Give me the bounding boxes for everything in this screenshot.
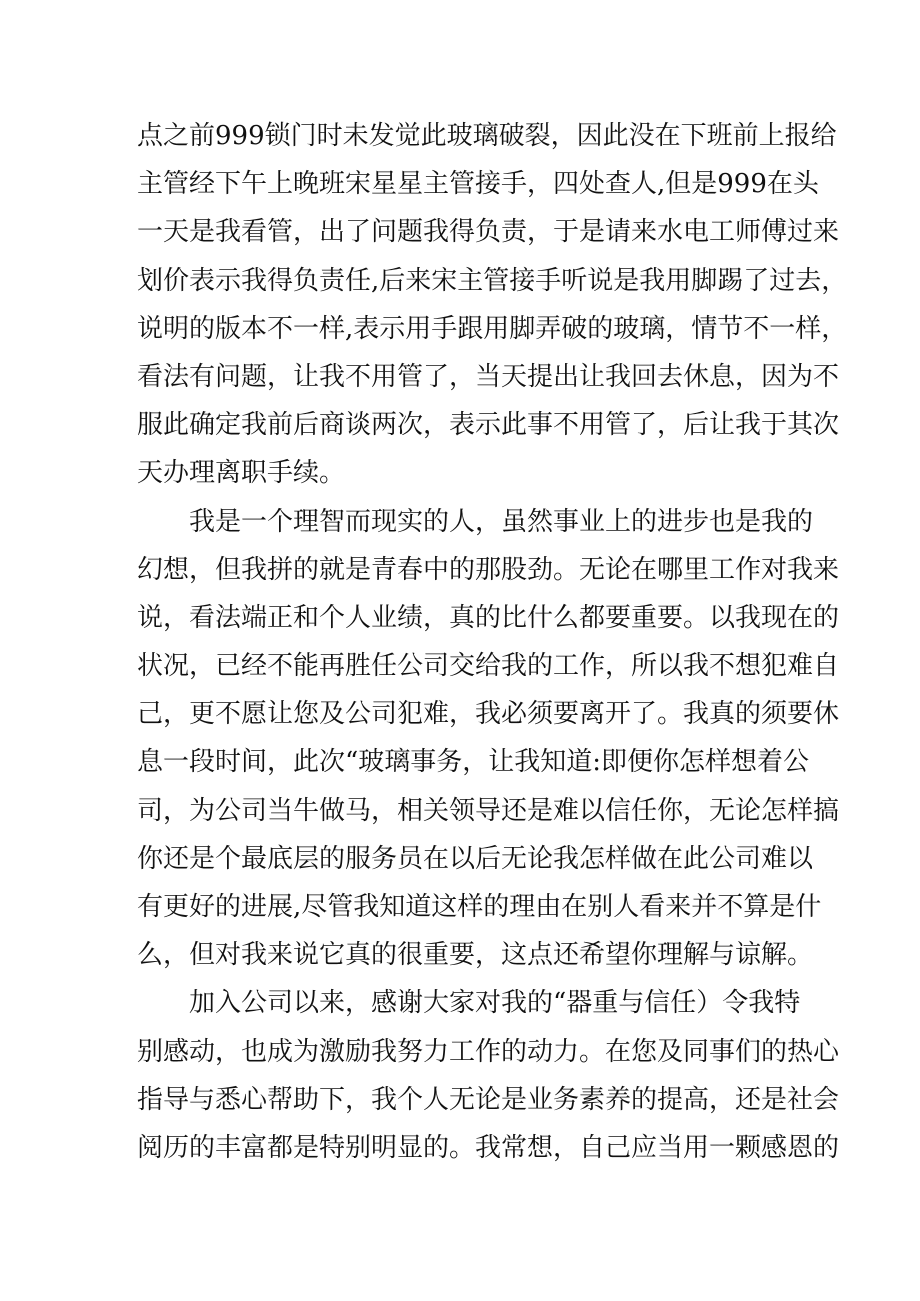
paragraph-line: 我是一个理智而现实的人，虽然事业上的进步也是我的 [189, 506, 814, 537]
paragraph-line: 说，看法端正和个人业绩，真的比什么都要重要。以我现在的 [137, 602, 840, 633]
paragraph-line: 有更好的进展,尽管我知道这样的理由在别人看来并不算是什 [137, 892, 822, 922]
paragraph-1 [137, 112, 848, 498]
paragraph-line: 主管经下午上晚班宋星星主管接手，四处查人,但是999在头 [137, 169, 819, 200]
paragraph-line: 阅历的丰富都是特别明显的。我常想，自己应当用一颗感恩的 [137, 1132, 840, 1163]
paragraph-line: 幻想，但我拼的就是青春中的那股劲。无论在哪里工作对我来 [137, 554, 840, 585]
paragraph-line: 别感动，也成为激励我努力工作的动力。在您及同事们的热心 [137, 1036, 840, 1067]
document-body [137, 112, 848, 1172]
paragraph-line: 加入公司以来，感谢大家对我的“器重与信任）令我特 [189, 988, 801, 1019]
paragraph-line: 看法有问题，让我不用管了，当天提出让我回去休息，因为不 [137, 361, 840, 392]
paragraph-line: 划价表示我得负责任,后来宋主管接手听说是我用脚踢了过去， [137, 265, 848, 296]
paragraph-line: 一天是我看管，出了问题我得负责，于是请来水电工师傅过来 [137, 217, 840, 248]
paragraph-3 [137, 979, 840, 1172]
paragraph-line: 司，为公司当牛做马，相关领导还是难以信任你，无论怎样搞 [137, 795, 840, 826]
paragraph-line: 息一段时间，此次“玻璃事务，让我知道:即便你怎样想着公 [137, 747, 810, 778]
paragraph-line: 点之前999锁门时未发觉此玻璃破裂，因此没在下班前上报给 [137, 121, 837, 151]
paragraph-line: 你还是个最底层的服务员在以后无论我怎样做在此公司难以 [137, 843, 814, 874]
paragraph-2 [137, 498, 840, 980]
paragraph-line: 状况，已经不能再胜任公司交给我的工作，所以我不想犯难自 [137, 651, 840, 682]
paragraph-line: 己，更不愿让您及公司犯难，我必须要离开了。我真的须要休 [137, 699, 840, 730]
paragraph-line: 说明的版本不一样,表示用手跟用脚弄破的玻璃，情节不一样， [137, 313, 848, 344]
paragraph-line: 指导与悉心帮助下，我个人无论是业务素养的提高，还是社会 [137, 1084, 840, 1115]
paragraph-line: 么，但对我来说它真的很重要，这点还希望你理解与谅解。 [137, 940, 814, 971]
paragraph-line: 天办理离职手续。 [137, 458, 346, 489]
paragraph-line: 服此确定我前后商谈两次，表示此事不用管了，后让我于其次 [137, 410, 840, 441]
